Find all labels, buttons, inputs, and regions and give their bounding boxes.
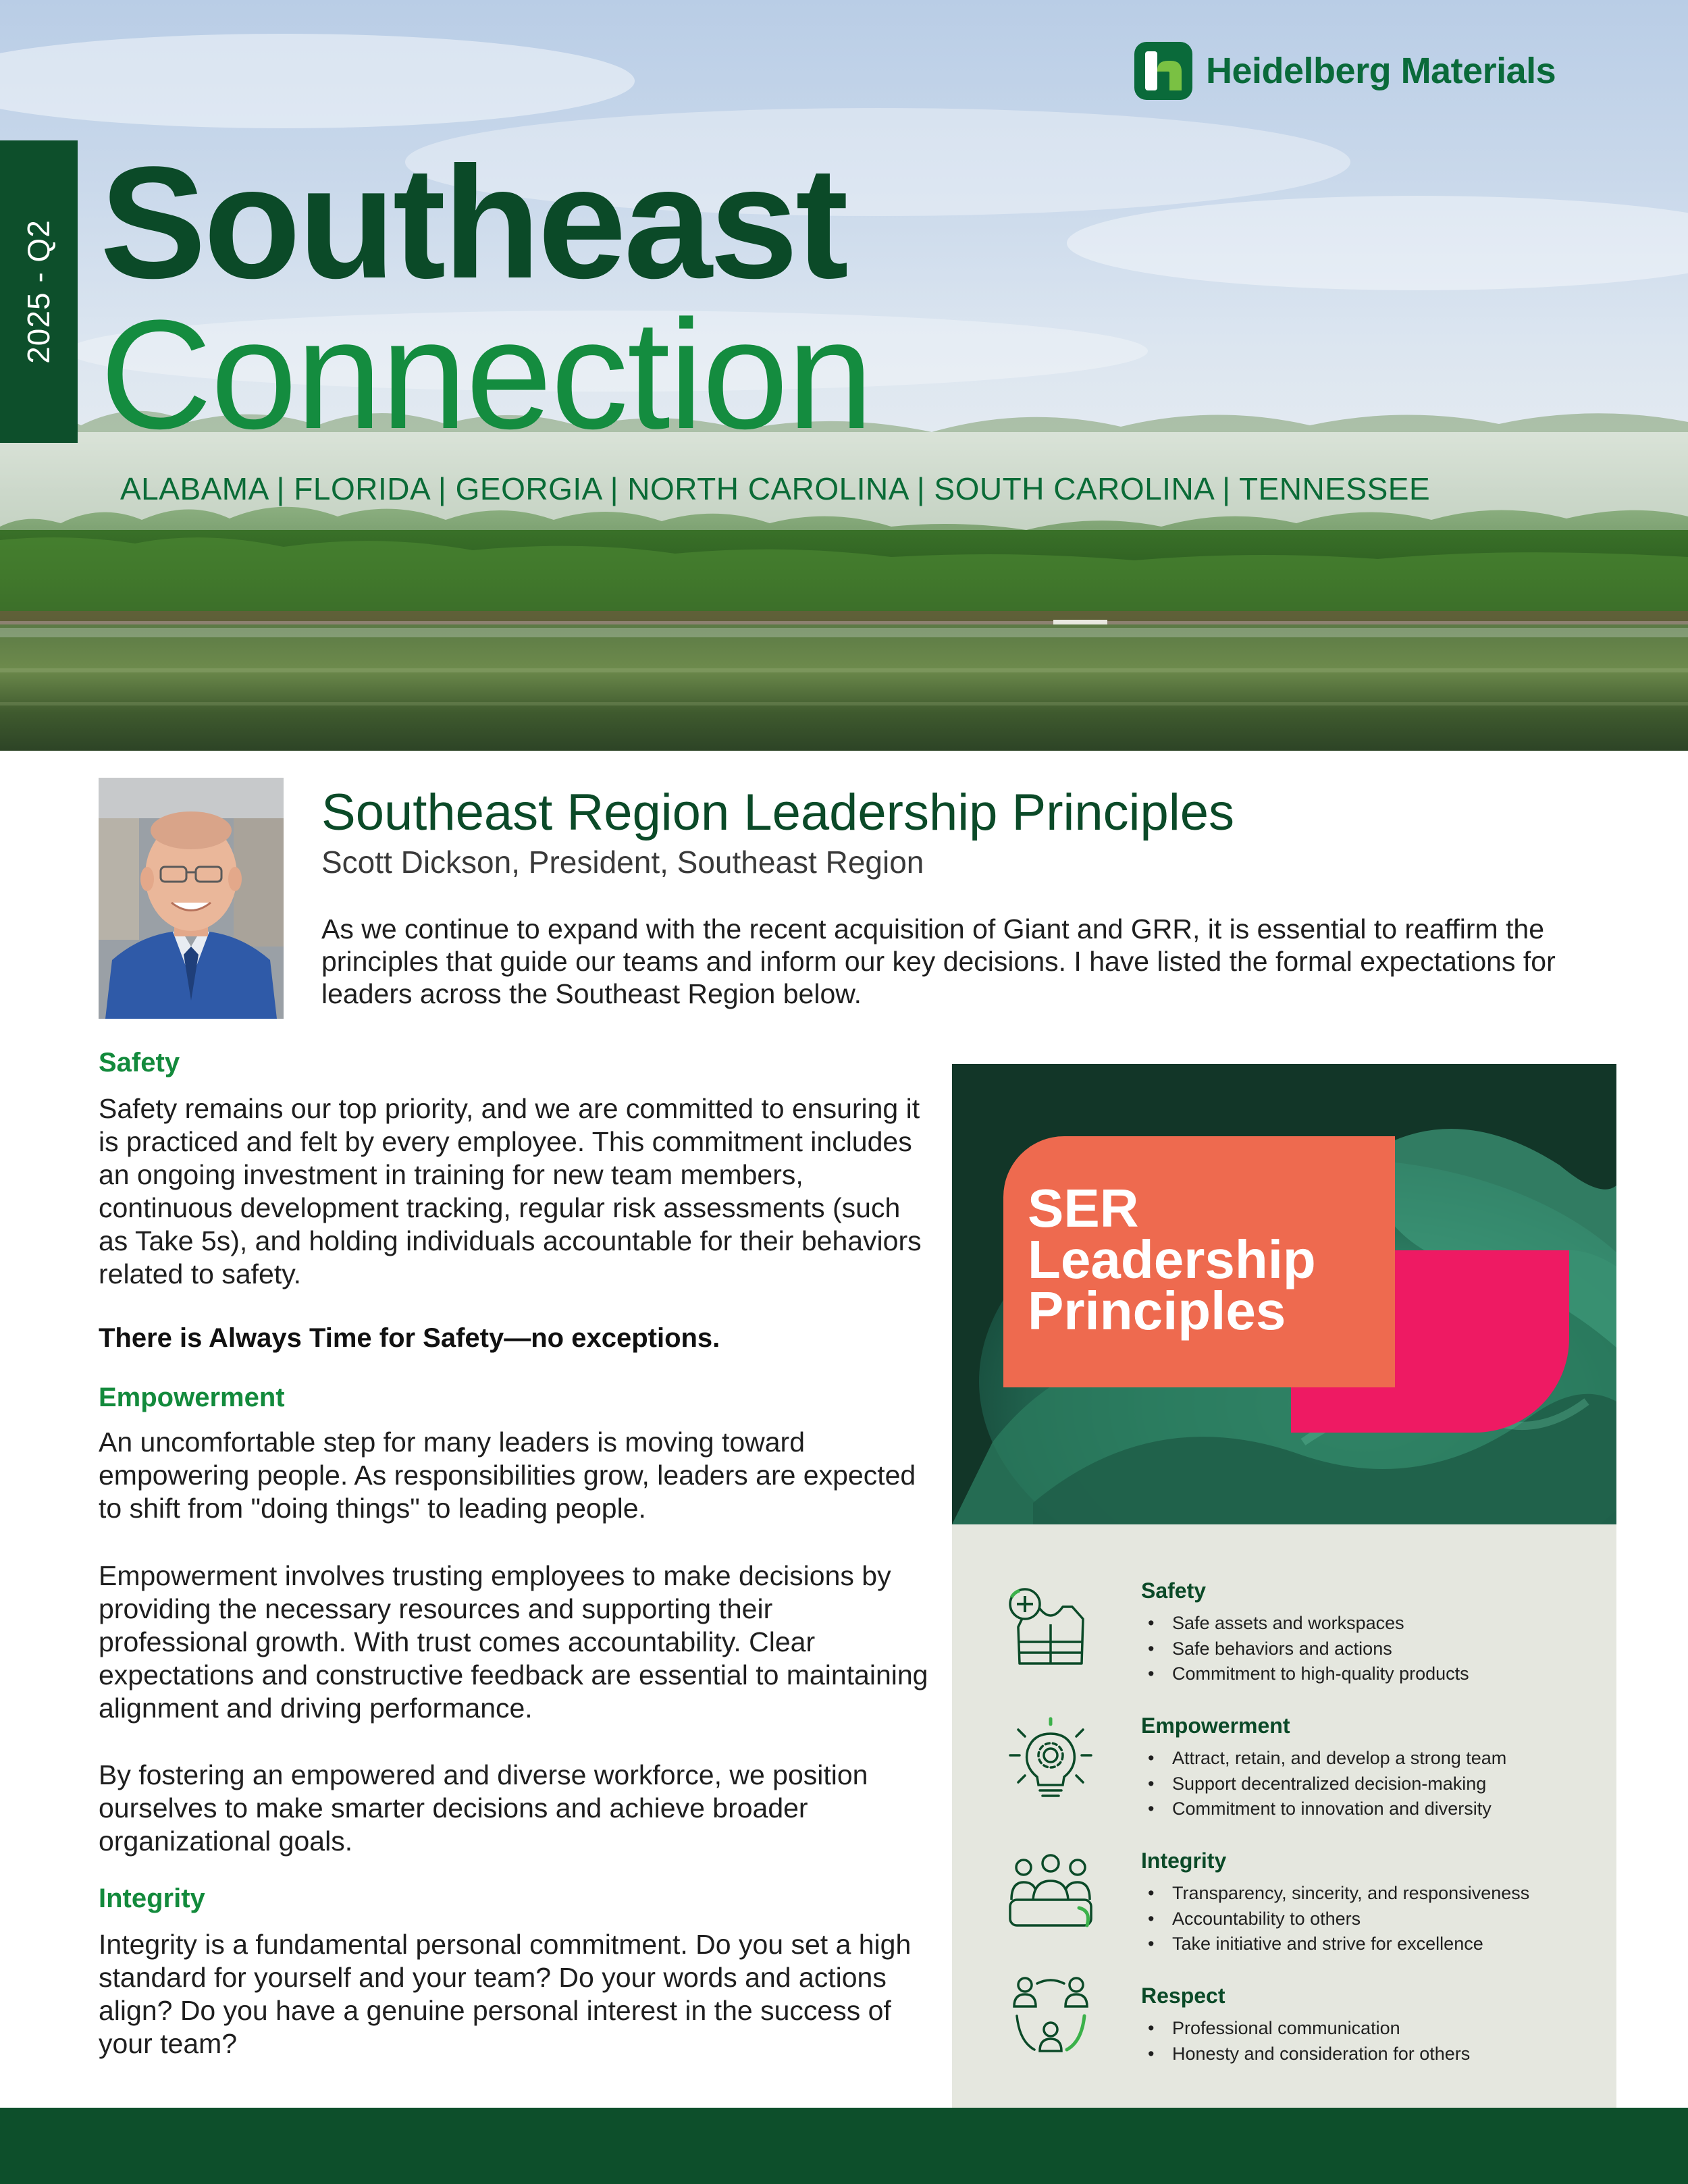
list-item: • Professional communication [1141,2016,1470,2042]
article-byline: Scott Dickson, President, Southeast Region [321,845,924,880]
footer-band [0,2108,1688,2184]
states-list: ALABAMA | FLORIDA | GEORGIA | NORTH CAROLINA | SOUTH CAROLINA | TENNESSEE [120,471,1431,506]
principle-safety-title: Safety [1141,1578,1207,1603]
principle-respect-list [1141,2016,1470,2067]
team-group-icon [1003,1846,1098,1940]
list-item: • Safe behaviors and actions [1141,1636,1469,1662]
people-network-icon [1003,1971,1098,2066]
safety-callout: There is Always Time for Safety—no exceptions. [99,1323,720,1353]
safety-paragraph: Safety remains our top priority, and we are committed to ensuring it is practiced and felt by every employee. This commitment includes an ongoing investment in training for new team members, continuous development tracking, regular risk assessments (such as Take 5s), and holding individuals accountable for their behaviors related to safety. [99,1093,922,1289]
integrity-paragraph: Integrity is a fundamental personal commitment. Do you set a high standard for yourself and your team? Do your words and actions align? Do you have a genuine personal interest in the success of your team? [99,1929,912,2059]
empowerment-paragraph-2: Empowerment involves trusting employees to make decisions by providing the necessary resources and supporting their professional growth. With trust comes accountability. Clear expectations and constructive feedback are essential to maintaining alignment and driving performance. [99,1560,928,1724]
principle-empowerment-list [1141,1746,1506,1822]
issue-label: 2025 - Q2 [21,219,56,364]
integrity-heading: Integrity [99,1884,205,1913]
principle-respect-title: Respect [1141,1983,1225,2008]
list-item: • Attract, retain, and develop a strong team [1141,1746,1506,1772]
principle-integrity-list [1141,1881,1529,1957]
empowerment-heading: Empowerment [99,1383,285,1412]
masthead-title-line2: Connection [100,288,872,461]
ser-title-line-2: Leadership [1028,1229,1316,1289]
list-item: • Honesty and consideration for others [1141,2042,1470,2067]
principle-integrity-title: Integrity [1141,1848,1227,1873]
ser-title-line-1: SER [1028,1178,1139,1238]
list-item: • Commitment to innovation and diversity [1141,1796,1506,1822]
safety-vest-icon [1003,1577,1098,1672]
ser-title [1028,1178,1316,1341]
masthead-title-line1: Southeast [100,134,846,312]
ser-title-line-3: Principles [1028,1281,1286,1341]
brand-header [1134,42,1556,100]
empowerment-paragraph-3: By fostering an empowered and diverse workforce, we position ourselves to make smarter decisions and achieve broader organizational goals. [99,1759,868,1857]
list-item: • Safe assets and workspaces [1141,1611,1469,1636]
empowerment-paragraph-1: An uncomfortable step for many leaders is moving toward empowering people. As responsibilities grow, leaders are expected to shift from "doing things" to leading people. [99,1427,916,1524]
article-title: Southeast Region Leadership Principles [321,784,1234,841]
hero-banner [0,0,1688,751]
article-intro: As we continue to expand with the recent acquisition of Giant and GRR, it is essential to reaffirm the principles that guide our teams and inform our key decisions. I have listed the formal expectations for leaders across the Southeast Region below. [321,913,1556,1009]
lightbulb-gear-icon [1003,1712,1098,1807]
safety-heading: Safety [99,1048,180,1077]
brand-name: Heidelberg Materials [1206,51,1556,91]
list-item: • Transparency, sincerity, and responsiveness [1141,1881,1529,1907]
principle-empowerment-title: Empowerment [1141,1713,1290,1738]
author-portrait [99,778,284,1019]
list-item: • Support decentralized decision-making [1141,1772,1506,1797]
list-item: • Commitment to high-quality products [1141,1661,1469,1687]
principle-safety-list [1141,1611,1469,1687]
list-item: • Accountability to others [1141,1907,1529,1932]
heidelberg-logo-icon [1134,42,1192,100]
list-item: • Take initiative and strive for excellence [1141,1932,1529,1957]
